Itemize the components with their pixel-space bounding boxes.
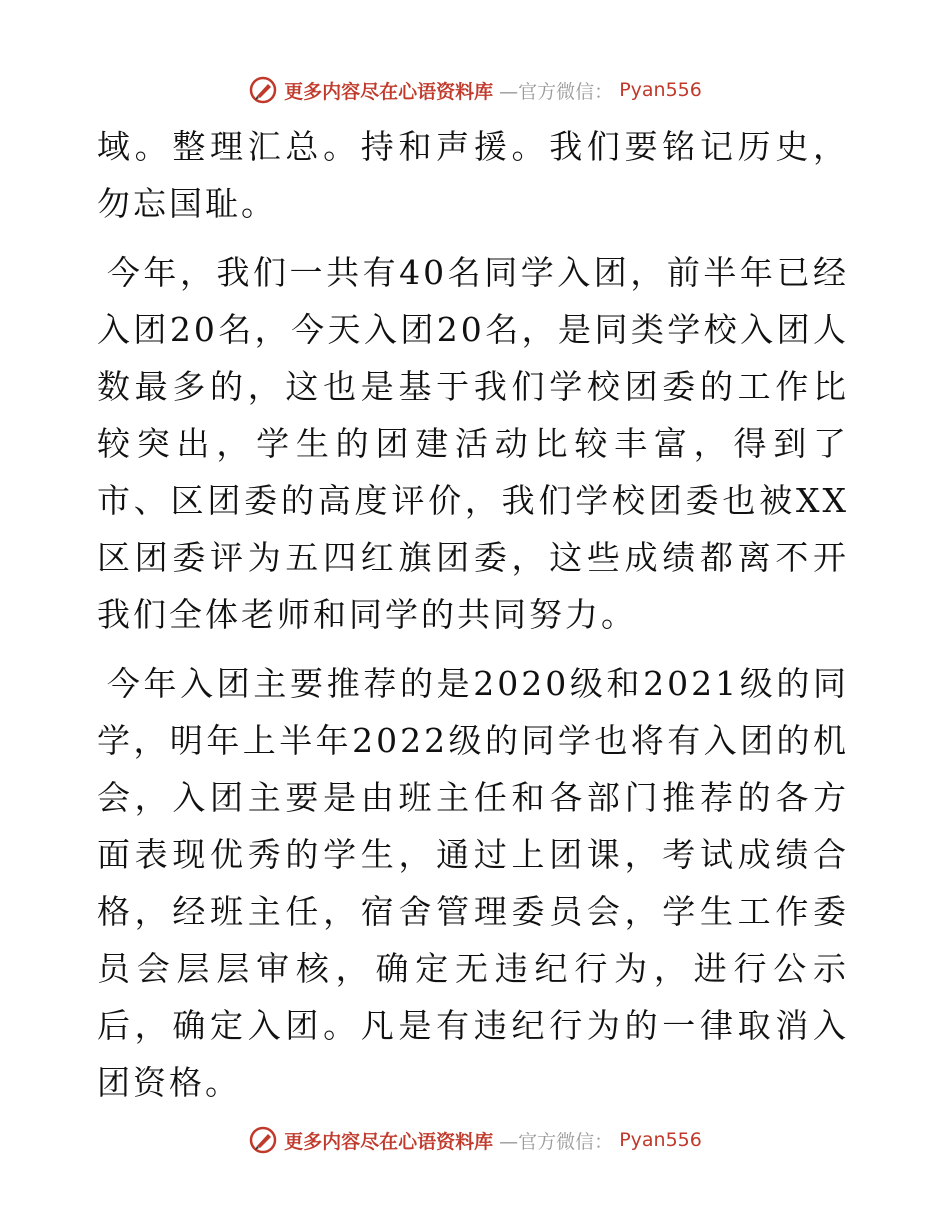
paragraph-3: 今年入团主要推荐的是2020级和2021级的同学，明年上半年2022级的同学也将有入团的机会，入团主要是由班主任和各部门推荐的各方面表现优秀的学生，通过上团课，考试成绩合格，经班主任，宿舍管理委员会，学生工作委员会层层审核，确定无违纪行为，进行公示后，确定入团。凡是有违纪行为的一律取消入团资格。: [97, 664, 849, 1102]
document-body: [97, 118, 849, 1123]
paragraph-1: 域。整理汇总。持和声援。我们要铭记历史，勿忘国耻。: [97, 127, 849, 223]
watermark-contact: Pyan556: [619, 1129, 702, 1151]
watermark-contact: Pyan556: [619, 79, 702, 101]
watermark-text: 更多内容尽在心语资料库: [284, 1130, 494, 1153]
watermark-text: 更多内容尽在心语资料库: [284, 80, 494, 103]
footer-watermark: [0, 1120, 950, 1160]
pen-nib-circle-icon: [248, 75, 278, 105]
pen-nib-circle-icon: [248, 1125, 278, 1155]
header-watermark: [0, 70, 950, 110]
watermark-separator: —官方微信：: [499, 1130, 614, 1153]
watermark-separator: —官方微信：: [499, 80, 614, 103]
paragraph-2: 今年，我们一共有40名同学入团，前半年已经入团20名，今天入团20名，是同类学校入团人数最多的，这也是基于我们学校团委的工作比较突出，学生的团建活动比较丰富，得到了市、区团委的高度评价，我们学校团委也被XX区团委评为五四红旗团委，这些成绩都离不开我们全体老师和同学的共同努力。: [97, 253, 849, 634]
